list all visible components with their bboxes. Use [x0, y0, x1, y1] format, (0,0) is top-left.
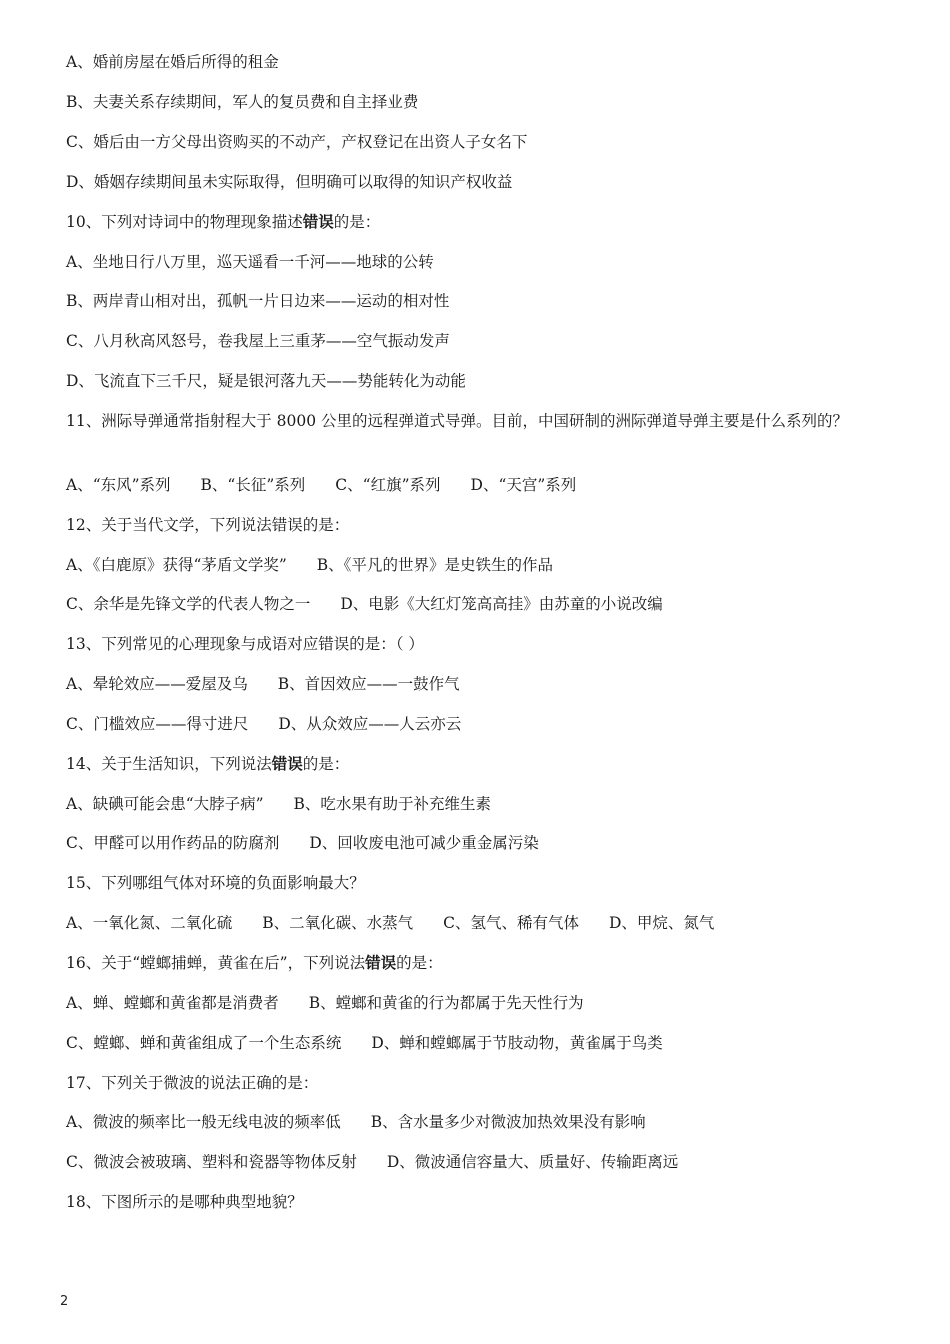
q18-stem: 18、下图所示的是哪种典型地貌？ — [66, 1193, 303, 1211]
q15-option-a: A、一氧化氮、二氧化硫 — [66, 914, 233, 932]
q15-stem: 15、下列哪组气体对环境的负面影响最大？ — [66, 874, 365, 892]
q13-option-c: C、门槛效应——得寸进尺 — [66, 715, 249, 733]
q16-option-d: D、蝉和螳螂属于节肢动物，黄雀属于鸟类 — [371, 1034, 663, 1052]
q9-option-b: B、夫妻关系存续期间，军人的复员费和自主择业费 — [66, 93, 419, 111]
q14-options-ab — [66, 793, 491, 815]
q10-stem — [66, 211, 380, 233]
q10-stem-post: 的是： — [333, 213, 381, 231]
q16-stem — [66, 952, 443, 974]
q17-option-a: A、微波的频率比一般无线电波的频率低 — [66, 1113, 341, 1131]
q17-stem: 17、下列关于微波的说法正确的是： — [66, 1074, 319, 1092]
q14-option-a: A、缺碘可能会患“大脖子病” — [66, 795, 264, 813]
q9-option-a: A、婚前房屋在婚后所得的租金 — [66, 53, 279, 71]
q14-stem-post: 的是： — [302, 755, 350, 773]
q13-option-b: B、首因效应——一鼓作气 — [277, 675, 460, 693]
q15-option-b: B、二氧化碳、水蒸气 — [262, 914, 414, 932]
q17-options-ab — [66, 1111, 646, 1133]
q12-stem: 12、关于当代文学，下列说法错误的是： — [66, 516, 350, 534]
q11-option-a: A、“东风”系列 — [66, 476, 171, 494]
q15-option-c: C、氢气、稀有气体 — [443, 914, 579, 932]
q12-option-c: C、余华是先锋文学的代表人物之一 — [66, 595, 311, 613]
q16-option-c: C、螳螂、蝉和黄雀组成了一个生态系统 — [66, 1034, 342, 1052]
q12-options-ab — [66, 554, 553, 576]
q16-stem-bold: 错误 — [365, 953, 397, 972]
q15-option-d: D、甲烷、氮气 — [608, 914, 715, 932]
q13-options-ab — [66, 673, 460, 695]
q14-stem — [66, 753, 349, 775]
q16-stem-pre: 16、关于“螳螂捕蝉，黄雀在后”，下列说法 — [66, 954, 366, 972]
q11-option-d: D、“天宫”系列 — [470, 476, 577, 494]
q17-options-cd — [66, 1151, 678, 1173]
q12-option-a: A、《白鹿原》获得“茅盾文学奖” — [66, 556, 287, 574]
q9-option-d: D、婚姻存续期间虽未实际取得，但明确可以取得的知识产权收益 — [66, 173, 513, 191]
q14-stem-bold: 错误 — [271, 754, 303, 773]
q14-options-cd — [66, 832, 539, 854]
q13-option-d: D、从众效应——人云亦云 — [278, 715, 462, 733]
q10-option-b: B、两岸青山相对出，孤帆一片日边来——运动的相对性 — [66, 292, 450, 310]
q17-option-c: C、微波会被玻璃、塑料和瓷器等物体反射 — [66, 1153, 357, 1171]
q10-stem-pre: 10、下列对诗词中的物理现象描述 — [66, 213, 303, 231]
q11-option-b: B、“长征”系列 — [200, 476, 306, 494]
q17-option-b: B、含水量多少对微波加热效果没有影响 — [370, 1113, 646, 1131]
q14-option-c: C、甲醛可以用作药品的防腐剂 — [66, 834, 280, 852]
q11-option-c: C、“红旗”系列 — [335, 476, 441, 494]
q13-options-cd — [66, 713, 461, 735]
q11-options — [66, 474, 576, 496]
q14-option-d: D、回收废电池可减少重金属污染 — [309, 834, 539, 852]
q16-options-cd — [66, 1032, 663, 1054]
q16-stem-post: 的是： — [396, 954, 443, 972]
q14-option-b: B、吃水果有助于补充维生素 — [293, 795, 491, 813]
q16-option-b: B、螳螂和黄雀的行为都属于先天性行为 — [308, 994, 584, 1012]
page-number: 2 — [60, 1294, 69, 1309]
q10-option-c: C、八月秋高风怒号，卷我屋上三重茅——空气振动发声 — [66, 332, 450, 350]
q17-option-d: D、微波通信容量大、质量好、传输距离远 — [386, 1153, 679, 1171]
q12-options-cd — [66, 593, 663, 615]
q13-option-a: A、晕轮效应——爱屋及乌 — [66, 675, 248, 693]
q16-option-a: A、蝉、螳螂和黄雀都是消费者 — [66, 994, 279, 1012]
q16-options-ab — [66, 992, 584, 1014]
q11-stem: 11、洲际导弹通常指射程大于 8000 公里的远程弹道式导弹。目前，中国研制的洲际弹道导弹主要是什么系列的？ — [66, 412, 849, 430]
q12-option-b: B、《平凡的世界》是史铁生的作品 — [316, 556, 553, 574]
q12-option-d: D、电影《大红灯笼高高挂》由苏童的小说改编 — [340, 595, 663, 613]
q15-options — [66, 912, 714, 934]
q10-option-a: A、坐地日行八万里，巡天遥看一千河——地球的公转 — [66, 253, 434, 271]
q10-stem-bold: 错误 — [302, 212, 334, 231]
q14-stem-pre: 14、关于生活知识，下列说法 — [66, 755, 272, 773]
q9-option-c: C、婚后由一方父母出资购买的不动产，产权登记在出资人子女名下 — [66, 133, 528, 151]
q13-stem: 13、下列常见的心理现象与成语对应错误的是：（ ） — [66, 635, 424, 653]
q10-option-d: D、飞流直下三千尺，疑是银河落九天——势能转化为动能 — [66, 372, 466, 390]
